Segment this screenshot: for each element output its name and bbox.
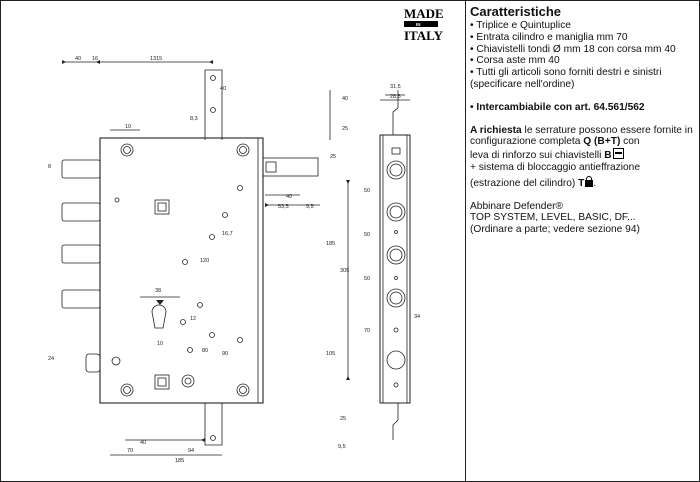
feature-item: • Chiavistelli tondi Ø mm 18 con corsa mm 40 — [470, 43, 676, 55]
systems-line: TOP SYSTEM, LEVEL, BASIC, DF... — [470, 212, 636, 224]
dim-34: 34 — [414, 314, 421, 320]
dim-53-5: 53,5 — [278, 204, 289, 210]
defender-line: Abbinare Defender® — [470, 200, 564, 212]
dim-10-bottom: 10 — [157, 341, 164, 347]
dim-40-bottom: 40 — [140, 440, 147, 446]
svg-text:MADE: MADE — [404, 6, 444, 21]
deadbolt — [62, 290, 100, 308]
cylinder-hole — [152, 305, 166, 328]
extraction-note: (estrazione del cilindro) T . — [470, 177, 597, 189]
latch-bolt — [263, 158, 318, 176]
dim-185: 185 — [326, 241, 336, 247]
feature-list — [470, 20, 696, 91]
feature-item: • Entrata cilindro e maniglia mm 70 — [470, 31, 628, 43]
deadbolt — [62, 160, 100, 178]
dim-40: 40 — [75, 56, 82, 62]
made-in-italy-logo — [404, 6, 444, 43]
column-divider — [465, 0, 466, 481]
svg-text:ITALY: ITALY — [404, 28, 444, 43]
dim-25-latch: 25 — [330, 154, 337, 160]
dim-90: 90 — [222, 351, 229, 357]
dim-50-b: 50 — [364, 232, 371, 238]
dim-40-top: 40 — [220, 86, 227, 92]
lock-case — [100, 138, 263, 403]
order-line: (Ordinare a parte; vedere sezione 94) — [470, 224, 640, 236]
dim-25-bottom: 25 — [340, 416, 347, 422]
feature-item: • Corsa aste mm 40 — [470, 55, 560, 67]
svg-text:IN: IN — [416, 22, 421, 27]
request-bold: A richiesta — [470, 124, 522, 136]
dim-9-5-bottom: 9,5 — [338, 444, 346, 450]
interchange-note: • Intercambiabile con art. 64.561/562 — [470, 101, 645, 113]
feature-item: (specificare nell'ordine) — [470, 78, 575, 90]
deadbolt — [62, 203, 100, 221]
dim-16-7: 16,7 — [222, 231, 233, 237]
spec-title: Caratteristiche — [470, 4, 562, 19]
dim-94: 94 — [188, 448, 195, 454]
dim-16: 16 — [92, 56, 99, 62]
dim-185-bottom: 185 — [175, 458, 185, 464]
dim-9-5: 9,5 — [306, 204, 314, 210]
dim-8: 8 — [48, 164, 52, 170]
dim-1315: 1315 — [150, 56, 163, 62]
spec-panel — [470, 4, 696, 236]
lever-icon — [613, 148, 624, 159]
dim-24: 24 — [48, 356, 55, 362]
feature-item: • Triplice e Quintuplice — [470, 20, 571, 31]
dim-80: 80 — [202, 348, 209, 354]
dim-305: 305 — [340, 268, 350, 274]
feature-item: • Tutti gli articoli sono forniti destri e sinistri — [470, 67, 662, 79]
request-note: A richiesta le serrature possono essere fornite in configurazione completa Q (B+T) con — [470, 124, 693, 148]
dim-70-bottom: 70 — [127, 448, 134, 454]
lever-note: leva di rinforzo sui chiavistelli B — [470, 148, 696, 162]
dim-12: 12 — [190, 316, 197, 322]
side-faceplate — [380, 135, 410, 403]
dim-120: 120 — [200, 258, 210, 264]
dim-40-latch: 40 — [286, 194, 293, 200]
dim-8-3: 8,3 — [190, 116, 198, 122]
dim-40-right: 40 — [342, 96, 349, 102]
handle-spindle — [155, 200, 169, 214]
bottom-rod — [205, 403, 222, 445]
padlock-icon — [585, 180, 593, 187]
dim-38: 38 — [155, 288, 162, 294]
dim-70: 70 — [364, 328, 371, 334]
faceplate-strip — [258, 138, 263, 403]
dim-28-5: 28,5 — [390, 94, 401, 100]
dim-105: 105 — [326, 351, 336, 357]
dim-10: 10 — [125, 124, 132, 130]
system-note: + sistema di bloccaggio antieffrazione — [470, 161, 640, 173]
dim-31-5: 31,5 — [390, 84, 401, 90]
dim-50-a: 50 — [364, 188, 371, 194]
dim-50-c: 50 — [364, 276, 371, 282]
deadbolt — [62, 245, 100, 263]
dim-25-right: 25 — [342, 126, 349, 132]
